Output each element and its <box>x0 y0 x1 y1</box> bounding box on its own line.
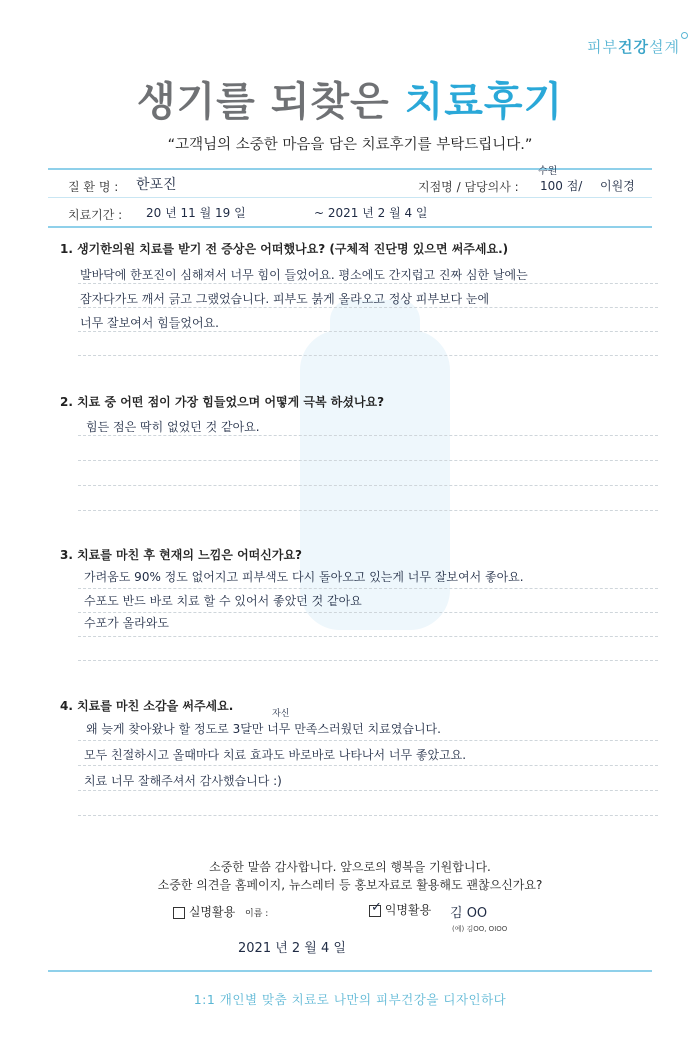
title-accent: 치료후기 <box>404 79 564 125</box>
branch-value: 수원 <box>538 166 558 177</box>
answer-line <box>78 740 658 741</box>
footer-slogan: 1:1 개인별 맞춤 치료로 나만의 피부건강을 디자인하다 <box>193 992 507 1007</box>
realname-checkbox[interactable] <box>173 907 185 919</box>
answer-4-line-3: 치료 너무 잘해주셔서 감사했습니다 :) <box>84 774 282 788</box>
logo-dot-icon <box>681 32 688 39</box>
answer-line <box>78 660 658 661</box>
period-end: ~ 2021 년 2 월 4 일 <box>314 206 428 220</box>
answer-line <box>78 636 658 637</box>
anon-label: 익명활용 <box>384 903 432 917</box>
background-watermark-top <box>330 300 420 360</box>
answer-1-line-3: 너무 잘보여서 힘들었어요. <box>80 316 219 330</box>
answer-line <box>78 765 658 766</box>
page-title <box>0 70 700 127</box>
title-main: 생기를 되찾은 <box>136 79 405 125</box>
answer-line <box>78 283 658 284</box>
answer-line <box>78 435 658 436</box>
answer-line <box>78 790 658 791</box>
period-start: 20 년 11 월 19 일 <box>146 206 246 220</box>
realname-label: 실명활용 <box>188 905 236 919</box>
answer-3-line-1: 가려움도 90% 정도 없어지고 피부색도 다시 돌아오고 있는게 너무 잘보여서 좋아요. <box>84 570 524 584</box>
divider-bottom <box>48 970 652 972</box>
signed-date: 2021 년 2 월 4 일 <box>238 941 346 956</box>
doctor-value: 이원경 <box>600 179 635 193</box>
answer-3-line-3: 수포가 올라와도 <box>84 616 169 630</box>
period-label: 치료기간 : <box>68 208 123 222</box>
answer-2-line-1: 힘든 점은 딱히 없었던 것 같아요. <box>86 420 260 434</box>
closing-line-1: 소중한 말씀 감사합니다. 앞으로의 행복을 기원합니다. <box>209 860 491 874</box>
answer-line <box>78 588 658 589</box>
answer-4-line-2: 모두 친절하시고 올때마다 치료 효과도 바로바로 나타나서 너무 좋았고요. <box>84 748 467 762</box>
example-text: (예) 김OO, OIOO <box>452 925 508 933</box>
closing-line-2: 소중한 의견을 홈페이지, 뉴스레터 등 홍보자료로 활용해도 괜찮으신가요? <box>157 878 543 892</box>
question-1: 1. 생기한의원 치료를 받기 전 증상은 어떠했나요? (구체적 진단명 있으면 써주세요.) <box>60 242 509 256</box>
disease-label: 질 환 명 : <box>68 180 119 194</box>
answer-1-line-1: 발바닥에 한포진이 심해져서 너무 힘이 들었어요. 평소에도 간지럽고 진짜 심한 날에는 <box>80 268 528 282</box>
option-anon[interactable] <box>369 901 431 918</box>
brand-logo <box>587 36 680 57</box>
check-icon: ✓ <box>371 899 382 915</box>
answer-line <box>78 307 658 308</box>
brand-logo-prefix: 피부 <box>587 38 619 56</box>
answer-line <box>78 510 658 511</box>
option-realname[interactable] <box>173 903 268 920</box>
question-4: 4. 치료를 마친 소감을 써주세요. <box>60 699 234 713</box>
anon-checkbox[interactable] <box>369 899 382 917</box>
answer-line <box>78 485 658 486</box>
divider-info <box>48 197 652 198</box>
score-value: 100 점/ <box>540 179 583 193</box>
branch-label: 지점명 / 담당의사 : <box>418 180 519 194</box>
answer-line <box>78 460 658 461</box>
disease-value: 한포진 <box>136 177 177 193</box>
answer-1-line-2: 잠자다가도 깨서 긁고 그랬었습니다. 피부도 붉게 올라오고 정상 피부보다 눈에 <box>80 292 490 306</box>
answer-3-line-2: 수포도 반드 바로 치료 할 수 있어서 좋았던 것 같아요 <box>84 594 362 608</box>
divider-top <box>48 168 652 170</box>
answer-4-line-1: 왜 늦게 찾아왔나 할 정도로 3달만 너무 만족스러웠던 치료였습니다. <box>86 722 441 736</box>
background-watermark <box>300 330 450 630</box>
brand-logo-suffix: 설계 <box>649 38 680 56</box>
answer-line <box>78 612 658 613</box>
divider-info-bottom <box>48 226 652 228</box>
answer-line <box>78 815 658 816</box>
page-subtitle: “고객님의 소중한 마음을 담은 치료후기를 부탁드립니다.” <box>167 137 533 153</box>
anon-name: 김 OO <box>450 906 488 921</box>
answer-line <box>78 331 658 332</box>
answer-line <box>78 355 658 356</box>
brand-logo-bold: 건강 <box>618 38 650 56</box>
answer-4-note: 자신 <box>272 709 290 719</box>
name-label: 이름 : <box>245 909 269 919</box>
question-3: 3. 치료를 마친 후 현재의 느낌은 어떠신가요? <box>60 548 303 562</box>
question-2: 2. 치료 중 어떤 점이 가장 힘들었으며 어떻게 극복 하셨나요? <box>60 395 385 409</box>
